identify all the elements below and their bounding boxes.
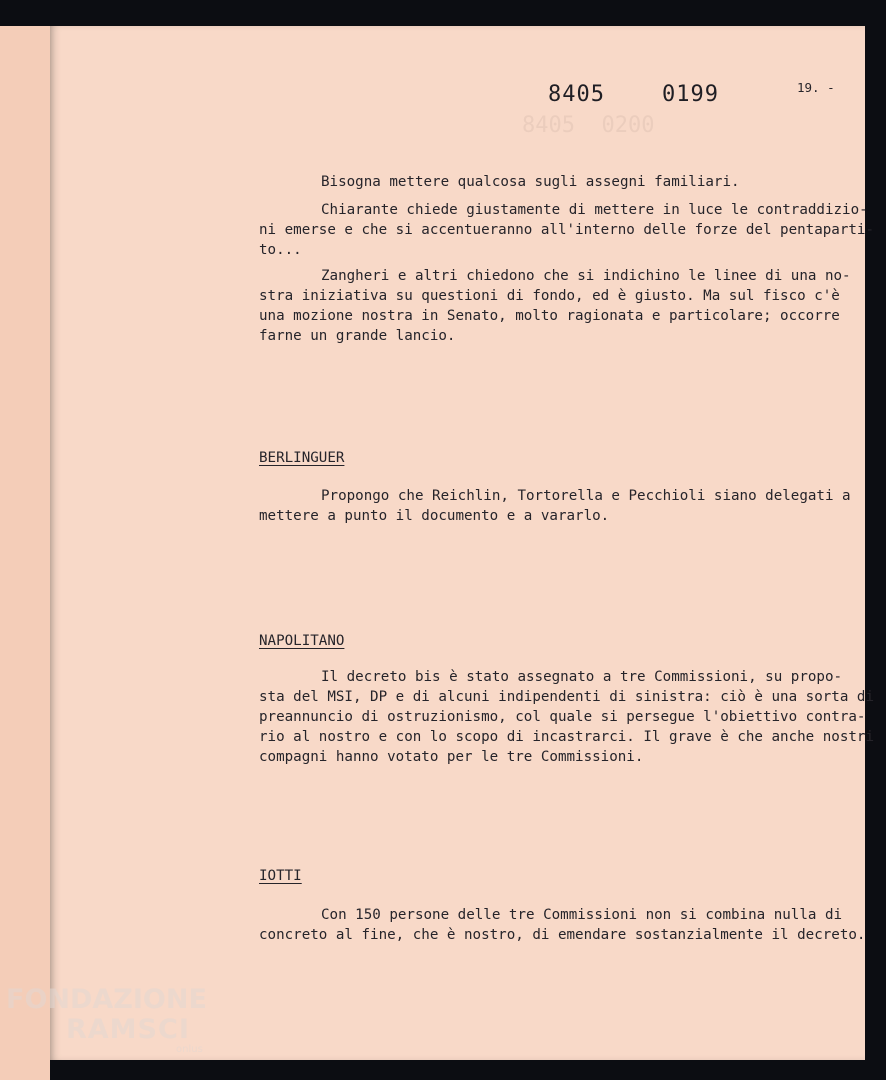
watermark-line-3: onlus (176, 1044, 203, 1055)
speaker-heading-napolitano: NAPOLITANO (259, 633, 345, 649)
text-line: Con 150 persone delle tre Commissioni non si combina nulla di (321, 907, 843, 923)
archive-code: 8405 0199 (548, 82, 719, 107)
text-line: rio al nostro e con lo scopo di incastrarci. Il grave è che anche nostri (259, 729, 874, 745)
text-line: to... (259, 242, 302, 258)
bleed-through-code: 8405 0200 (522, 113, 655, 138)
text-line: Il decreto bis è stato assegnato a tre Commissioni, su propo- (321, 669, 843, 685)
text-line: una mozione nostra in Senato, molto ragionata e particolare; occorre (259, 308, 840, 324)
watermark-line-1: FONDAZIONE (6, 984, 207, 1015)
text-line: concreto al fine, che è nostro, di emendare sostanzialmente il decreto. (259, 927, 866, 943)
text-line: mettere a punto il documento e a vararlo. (259, 508, 610, 524)
fondazione-gramsci-watermark-logo (6, 984, 207, 1055)
watermark-line-2: RAMSCI (66, 1014, 190, 1045)
speaker-heading-berlinguer: BERLINGUER (259, 450, 345, 466)
text-line: Propongo che Reichlin, Tortorella e Pecchioli siano delegati a (321, 488, 851, 504)
left-page-edge (0, 26, 50, 1080)
page-number: 19. - (797, 80, 835, 95)
text-line: ni emerse e che si accentueranno all'interno delle forze del pentaparti- (259, 222, 874, 238)
text-line: compagni hanno votato per le tre Commissioni. (259, 749, 644, 765)
text-line: preannuncio di ostruzionismo, col quale si persegue l'obiettivo contra- (259, 709, 866, 725)
text-line: farne un grande lancio. (259, 328, 456, 344)
paragraph-assegni: Bisogna mettere qualcosa sugli assegni familiari. (321, 174, 740, 190)
speaker-heading-iotti: IOTTI (259, 868, 302, 884)
text-line: Zangheri e altri chiedono che si indichino le linee di una no- (321, 268, 851, 284)
text-line: stra iniziativa su questioni di fondo, ed è giusto. Ma sul fisco c'è (259, 288, 840, 304)
text-line: Chiarante chiede giustamente di mettere in luce le contraddizio- (321, 202, 868, 218)
text-line: sta del MSI, DP e di alcuni indipendenti di sinistra: ciò è una sorta di (259, 689, 874, 705)
